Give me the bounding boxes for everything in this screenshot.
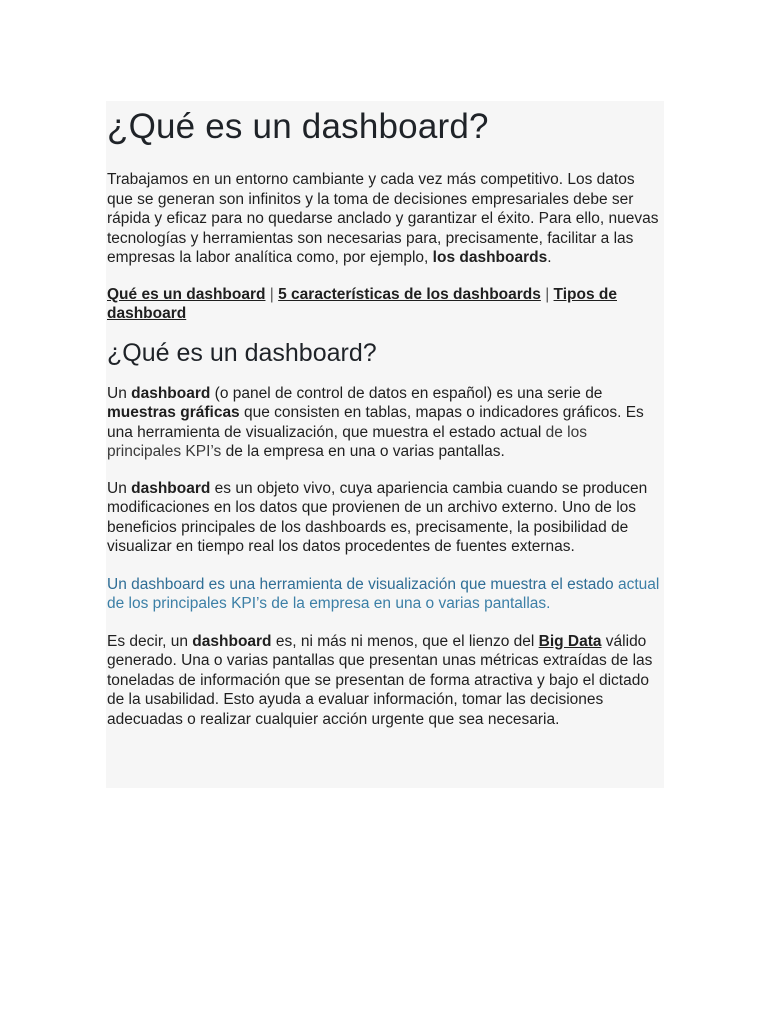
page-title: ¿Qué es un dashboard? [107,107,489,146]
intro-end: . [547,249,552,266]
toc-link-caracteristicas[interactable]: 5 características de los dashboards [278,285,541,303]
bold-dashboard: dashboard [131,479,211,497]
toc-separator: | [265,285,279,303]
text-run: válido generado. Una o varias pantallas que presentan unas métricas extraídas de las toneladas de información que se presentan de forma atractiva y bajo el dictado de la usabilidad. Esto ayuda a evaluar información, tomar las decisiones adecuadas o realizar cualquier acción urgente que sea necesaria. [107,632,653,728]
text-run: Es decir, un [107,632,193,650]
big-data-link[interactable]: Big Data [538,632,602,650]
definition-paragraph [107,384,664,462]
text-run: que consisten en tablas, mapas o indicadores gráficos. Es una herramienta de visualización, que muestra el estado actual [107,404,644,441]
toc-link-tipos[interactable]: Tipos de dashboard [107,285,617,322]
document-page [106,101,664,788]
bold-dashboard: dashboard [192,632,272,650]
big-data-paragraph [107,632,664,730]
toc-separator: | [540,285,554,303]
bold-muestras: muestras gráficas [107,404,240,421]
intro-text: Trabajamos en un entorno cambiante y cada vez más competitivo. Los datos que se generan son infinitos y la toma de decisiones empresariales debe ser rápida y eficaz para no quedarse anclado y garantizar el éxito. Para ello, nuevas tecnologías y herramientas son necesarias para, precisamente, facilitar a las empresas la labor analítica como, por ejemplo, [107,171,659,266]
text-run: es un objeto vivo, cuya apariencia cambia cuando se producen modificaciones en los datos que provienen de un archivo externo. Uno de los beneficios principales de los dashboards es, precisamente, la posibilidad de visualizar en tiempo real los datos procedentes de fuentes externas. [107,479,648,555]
light-text: de los principales KPI’s [107,423,587,460]
living-object-paragraph [107,479,664,557]
intro-bold: los dashboards [432,249,548,266]
text-run: Un [107,384,132,402]
intro-paragraph [107,170,664,268]
quote-light-text: actual de los principales KPI’s de la empresa en una o varias pantallas. [107,575,660,612]
text-run: (o panel de control de datos en español) es una serie de [210,384,603,402]
highlight-quote [107,575,664,614]
section-title: ¿Qué es un dashboard? [107,338,377,367]
toc-links [107,285,664,324]
text-run: de la empresa en una o varias pantallas. [221,443,505,460]
quote-text: Un dashboard es una herramienta de visualización que muestra el estado [107,575,618,593]
bold-dashboard: dashboard [131,384,211,402]
toc-link-que-es[interactable]: Qué es un dashboard [107,285,266,303]
article-body [106,101,664,729]
text-run: es, ni más ni menos, que el lienzo del [271,632,539,650]
text-run: Un [107,479,132,497]
